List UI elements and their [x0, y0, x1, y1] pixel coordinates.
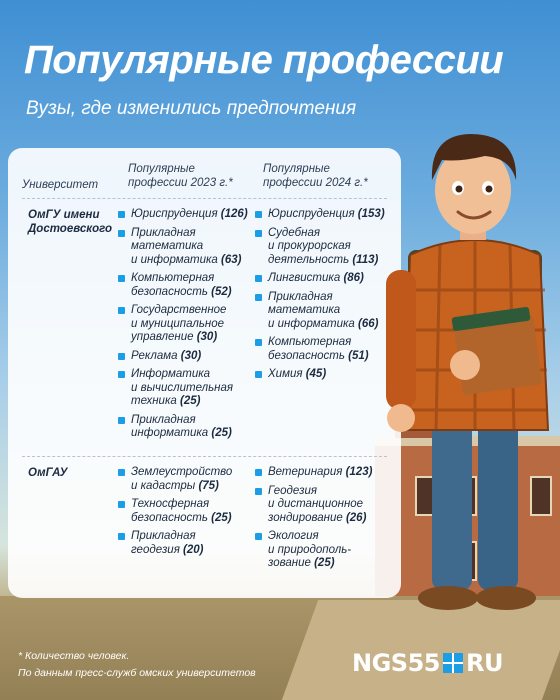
profession-count: (52): [211, 285, 232, 298]
profession-count: (75): [198, 479, 219, 492]
page-subtitle: Вузы, где изменились предпочтения: [26, 98, 357, 119]
col-header-university: Университет: [22, 179, 99, 191]
profession-count: (25): [211, 511, 232, 524]
profession-count: (123): [345, 466, 373, 478]
university-name: [28, 466, 128, 480]
student-illustration: [370, 120, 560, 620]
profession-count: (25): [314, 557, 335, 569]
profession-name: Юриспруденция: [268, 208, 355, 220]
col-header-2023: Популярные профессии 2023 г.*: [128, 163, 233, 189]
profession-name: управление: [131, 331, 194, 343]
ngs55-logo: [352, 650, 503, 676]
profession-name: зование: [268, 557, 311, 569]
profession-name: Прикладная: [268, 290, 333, 303]
profession-name: математика: [131, 240, 204, 252]
profession-count: (25): [179, 395, 201, 407]
profession-item: [118, 466, 258, 493]
footnote-line: * Количество человек.: [18, 650, 130, 662]
page-title: Популярные профессии: [24, 38, 504, 82]
hand: [387, 404, 415, 432]
leg: [432, 420, 472, 590]
footnote: [18, 648, 256, 682]
profession-count: (20): [183, 543, 204, 556]
profession-name: деятельность: [268, 253, 350, 266]
profession-name: Информатика: [131, 368, 211, 380]
profession-name: Реклама: [131, 349, 178, 362]
profession-name: Компьютерная: [131, 272, 215, 284]
profession-name: и вычислительная: [131, 381, 234, 394]
profession-name: техника: [131, 395, 177, 407]
profession-name: Геодезия: [268, 484, 318, 497]
profession-count: (153): [357, 208, 385, 220]
university-name-line: ОмГАУ: [28, 467, 68, 479]
profession-count: (25): [211, 427, 232, 439]
profession-count: (26): [345, 511, 367, 524]
profession-count: (126): [220, 208, 248, 220]
profession-item: [118, 227, 258, 268]
profession-name: и информатика: [268, 317, 355, 330]
profession-item: [118, 498, 258, 525]
profession-name: геодезия: [131, 543, 180, 556]
profession-name: зондирование: [268, 511, 343, 524]
profession-name: информатика: [131, 427, 209, 439]
logo-text-right: RU: [465, 649, 503, 677]
university-name-line: Достоевского: [28, 223, 113, 235]
profession-count: (113): [352, 253, 379, 266]
profession-name: и муниципальное: [131, 317, 225, 330]
profession-name: безопасность: [131, 285, 208, 298]
profession-item: [118, 208, 258, 222]
profession-item: [118, 304, 258, 345]
profession-name: Экология: [268, 530, 319, 542]
profession-name: и природополь-: [268, 543, 352, 556]
university-name-line: ОмГУ имени: [28, 209, 100, 221]
profession-name: Химия: [268, 368, 303, 380]
profession-count: (86): [343, 272, 364, 284]
profession-name: безопасность: [268, 349, 345, 362]
profession-name: Судебная: [268, 226, 321, 239]
shoe: [476, 586, 536, 610]
profession-name: Техносферная: [131, 498, 210, 510]
profession-count: (63): [221, 253, 242, 266]
footnote-line: По данным пресс-служб омских университетов: [18, 667, 256, 679]
profession-name: Государственное: [131, 304, 227, 316]
profession-item: [118, 350, 258, 364]
profession-name: Ветеринария: [268, 466, 343, 478]
table-divider: [22, 198, 387, 199]
profession-name: Компьютерная: [268, 336, 352, 348]
arm: [386, 270, 416, 410]
table-divider: [22, 456, 387, 457]
profession-list-2023: [118, 466, 258, 562]
profession-name: Прикладная: [131, 530, 196, 542]
profession-name: Прикладная: [131, 226, 196, 239]
profession-name: безопасность: [131, 511, 208, 524]
hand: [450, 350, 480, 380]
profession-name: и прокурорская: [268, 240, 351, 252]
profession-name: Землеустройство: [131, 466, 233, 478]
profession-name: Юриспруденция: [131, 208, 218, 220]
profession-name: и дистанционное: [268, 498, 364, 510]
col-header-2024: Популярные профессии 2024 г.*: [263, 163, 368, 189]
profession-name: математика: [268, 304, 341, 316]
logo-text-left: NGS55: [352, 649, 440, 677]
profession-name: Лингвистика: [268, 272, 341, 284]
profession-name: и информатика: [131, 253, 218, 266]
profession-item: [118, 368, 258, 409]
logo-square-icon: [443, 653, 463, 673]
university-name: [28, 208, 128, 236]
profession-count: (51): [348, 349, 369, 362]
profession-item: [118, 414, 258, 441]
profession-count: (30): [196, 331, 218, 343]
profession-count: (30): [180, 349, 202, 362]
profession-item: [118, 530, 258, 557]
profession-name: Прикладная: [131, 413, 196, 426]
profession-count: (66): [358, 317, 379, 330]
profession-name: и кадастры: [131, 479, 196, 492]
profession-count: (45): [305, 368, 327, 380]
profession-list-2023: [118, 208, 258, 446]
shoe: [418, 586, 478, 610]
profession-item: [118, 272, 258, 299]
professions-table: [8, 148, 401, 598]
leg: [478, 420, 518, 590]
